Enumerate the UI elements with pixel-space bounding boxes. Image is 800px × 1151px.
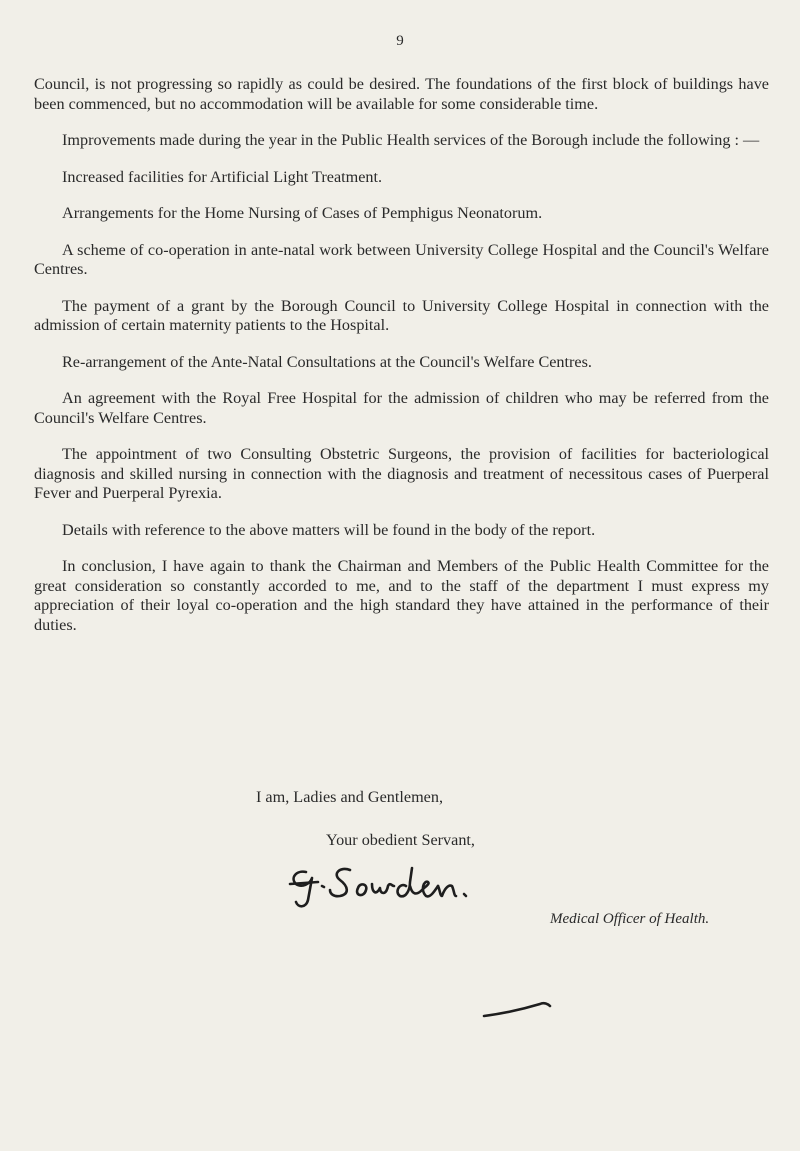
- paragraph-ante-natal-scheme: A scheme of co-operation in ante-natal work between University College Hospital and the Council's Welfare Centres.: [34, 240, 769, 278]
- paragraph-details: Details with reference to the above matters will be found in the body of the report.: [62, 520, 596, 539]
- paragraph-artificial-light: Increased facilities for Artificial Light Treatment.: [62, 167, 383, 186]
- paragraph-conclusion: In conclusion, I have again to thank the Chairman and Members of the Public Health Committee for the great consideration so constantly accorded to me, and to the staff of the department I must express my appreciation of their loyal co-operation and the high standard they have attained in the performance of their duties.: [34, 557, 769, 634]
- handwritten-signature: [288, 856, 608, 916]
- paragraph-improvements-intro: Improvements made during the year in the Public Health services of the Borough include the following : —: [62, 131, 760, 149]
- paragraph-grant-payment: The payment of a grant by the Borough Council to University College Hospital in connection with the admission of certain maternity patients to the Hospital.: [34, 296, 769, 334]
- paragraph-continuation: Council, is not progressing so rapidly as could be desired. The foundations of the first block of buildings have been commenced, but no accommodation will be available for some considerable time.: [34, 75, 769, 113]
- signatory-title: Medical Officer of Health.: [550, 911, 710, 927]
- paragraph-rearrangement: Re-arrangement of the Ante-Natal Consultations at the Council's Welfare Centres.: [62, 352, 592, 371]
- closing-salutation: I am, Ladies and Gentlemen,: [256, 788, 443, 806]
- paragraph-home-nursing: Arrangements for the Home Nursing of Cases of Pemphigus Neonatorum.: [62, 204, 543, 222]
- page-number: 9: [396, 33, 404, 49]
- closing-valediction: Your obedient Servant,: [326, 831, 475, 849]
- paragraph-royal-free-agreement: An agreement with the Royal Free Hospital for the admission of children who may be referred from the Council's Welfare Centres.: [34, 389, 769, 427]
- pen-stroke-mark: [480, 994, 560, 1024]
- letter-body: [34, 75, 769, 652]
- paragraph-obstetric-surgeons: The appointment of two Consulting Obstetric Surgeons, the provision of facilities for bacteriological diagnosis and skilled nursing in connection with the diagnosis and treatment of necessitous cases of Puerperal Fever and Puerperal Pyrexia.: [34, 445, 769, 502]
